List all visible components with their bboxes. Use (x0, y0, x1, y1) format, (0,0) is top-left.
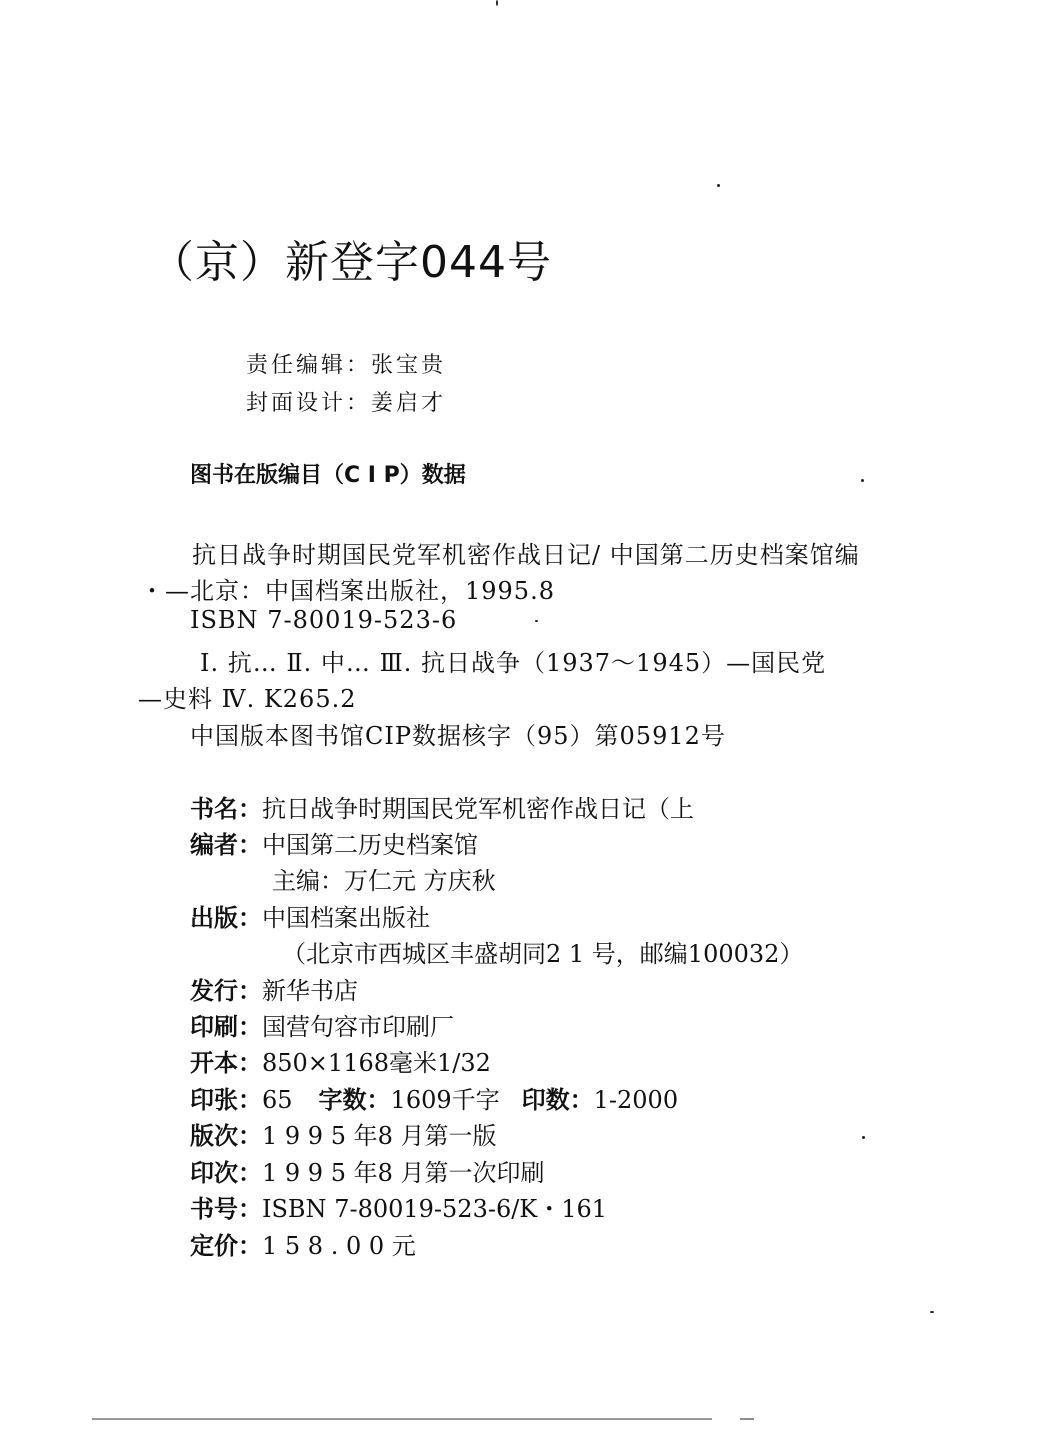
scan-speck (717, 184, 720, 187)
sheets-label: 印张： (190, 1086, 262, 1114)
registration-number: （京）新登字044号 (150, 237, 552, 288)
cip-line-classification: —史料 Ⅳ. K265.2 (138, 685, 357, 713)
prints-label: 印数： (521, 1086, 594, 1114)
impression-value: 1 9 9 5 年8 月第一次印刷 (262, 1159, 545, 1187)
impression-row (190, 1153, 545, 1188)
book-title-label: 书名： (190, 795, 262, 823)
format-row (190, 1043, 491, 1078)
scan-speck (930, 1311, 934, 1313)
price-row (190, 1226, 416, 1261)
printer-value: 国营句容市印刷厂 (262, 1013, 454, 1041)
publisher-value: 中国档案出版社 (262, 904, 430, 932)
scan-speck (535, 620, 538, 622)
scan-speck (861, 479, 864, 482)
scan-speck (862, 1136, 865, 1139)
scan-edge-line (740, 1418, 754, 1420)
isbn-label: 书号： (190, 1195, 262, 1223)
scan-speck (496, 0, 498, 6)
edition-row (190, 1116, 497, 1151)
responsible-editor: 责任编辑：张宝贵 (246, 353, 447, 378)
author-row (190, 825, 478, 860)
words-label: 字数： (318, 1086, 391, 1114)
format-value: 850×1168毫米1/32 (262, 1049, 491, 1077)
words-value: 1609千字 (390, 1086, 500, 1114)
price-label: 定价： (190, 1232, 262, 1260)
prints-value: 1-2000 (593, 1086, 679, 1114)
print-stats-row (190, 1080, 678, 1115)
printer-label: 印刷： (190, 1013, 262, 1041)
author-label: 编者： (190, 831, 262, 859)
publisher-address: （北京市西城区丰盛胡同2 1 号，邮编100032） (282, 940, 804, 968)
cip-line-record-number: 中国版本图书馆CIP数据核字（95）第05912号 (190, 722, 726, 750)
publisher-row (190, 898, 430, 933)
cip-line-subjects: I. 抗… Ⅱ. 中… Ⅲ. 抗日战争（1937～1945）—国民党 (200, 649, 827, 677)
distributor-label: 发行： (190, 977, 262, 1005)
cip-heading: 图书在版编目（C I P）数据 (190, 463, 466, 488)
author-value: 中国第二历史档案馆 (262, 831, 478, 859)
format-label: 开本： (190, 1049, 262, 1077)
cip-line-isbn: ISBN 7-80019-523-6 (190, 606, 458, 634)
distributor-value: 新华书店 (262, 977, 358, 1005)
book-title-value: 抗日战争时期国民党军机密作战日记（上 (262, 795, 694, 823)
cover-designer: 封面设计：姜启才 (246, 391, 447, 416)
impression-label: 印次： (190, 1159, 262, 1187)
isbn-value: ISBN 7-80019-523-6/K・161 (262, 1195, 608, 1223)
edition-value: 1 9 9 5 年8 月第一版 (262, 1122, 497, 1150)
cip-line-publisher: ・—北京：中国档案出版社，1995.8 (140, 577, 555, 605)
printer-row (190, 1007, 454, 1042)
book-title-row (190, 789, 694, 824)
cip-line-title: 抗日战争时期国民党军机密作战日记/ 中国第二历史档案馆编 (192, 541, 860, 569)
distributor-row (190, 971, 358, 1006)
chief-editors: 主编：万仁元 方庆秋 (272, 867, 496, 895)
edition-label: 版次： (190, 1122, 262, 1150)
scan-edge-line (92, 1418, 712, 1420)
sheets-value: 65 (262, 1086, 293, 1114)
isbn-row (190, 1189, 607, 1224)
price-value: 1 5 8 . 0 0 元 (262, 1232, 416, 1260)
publisher-label: 出版： (190, 904, 262, 932)
